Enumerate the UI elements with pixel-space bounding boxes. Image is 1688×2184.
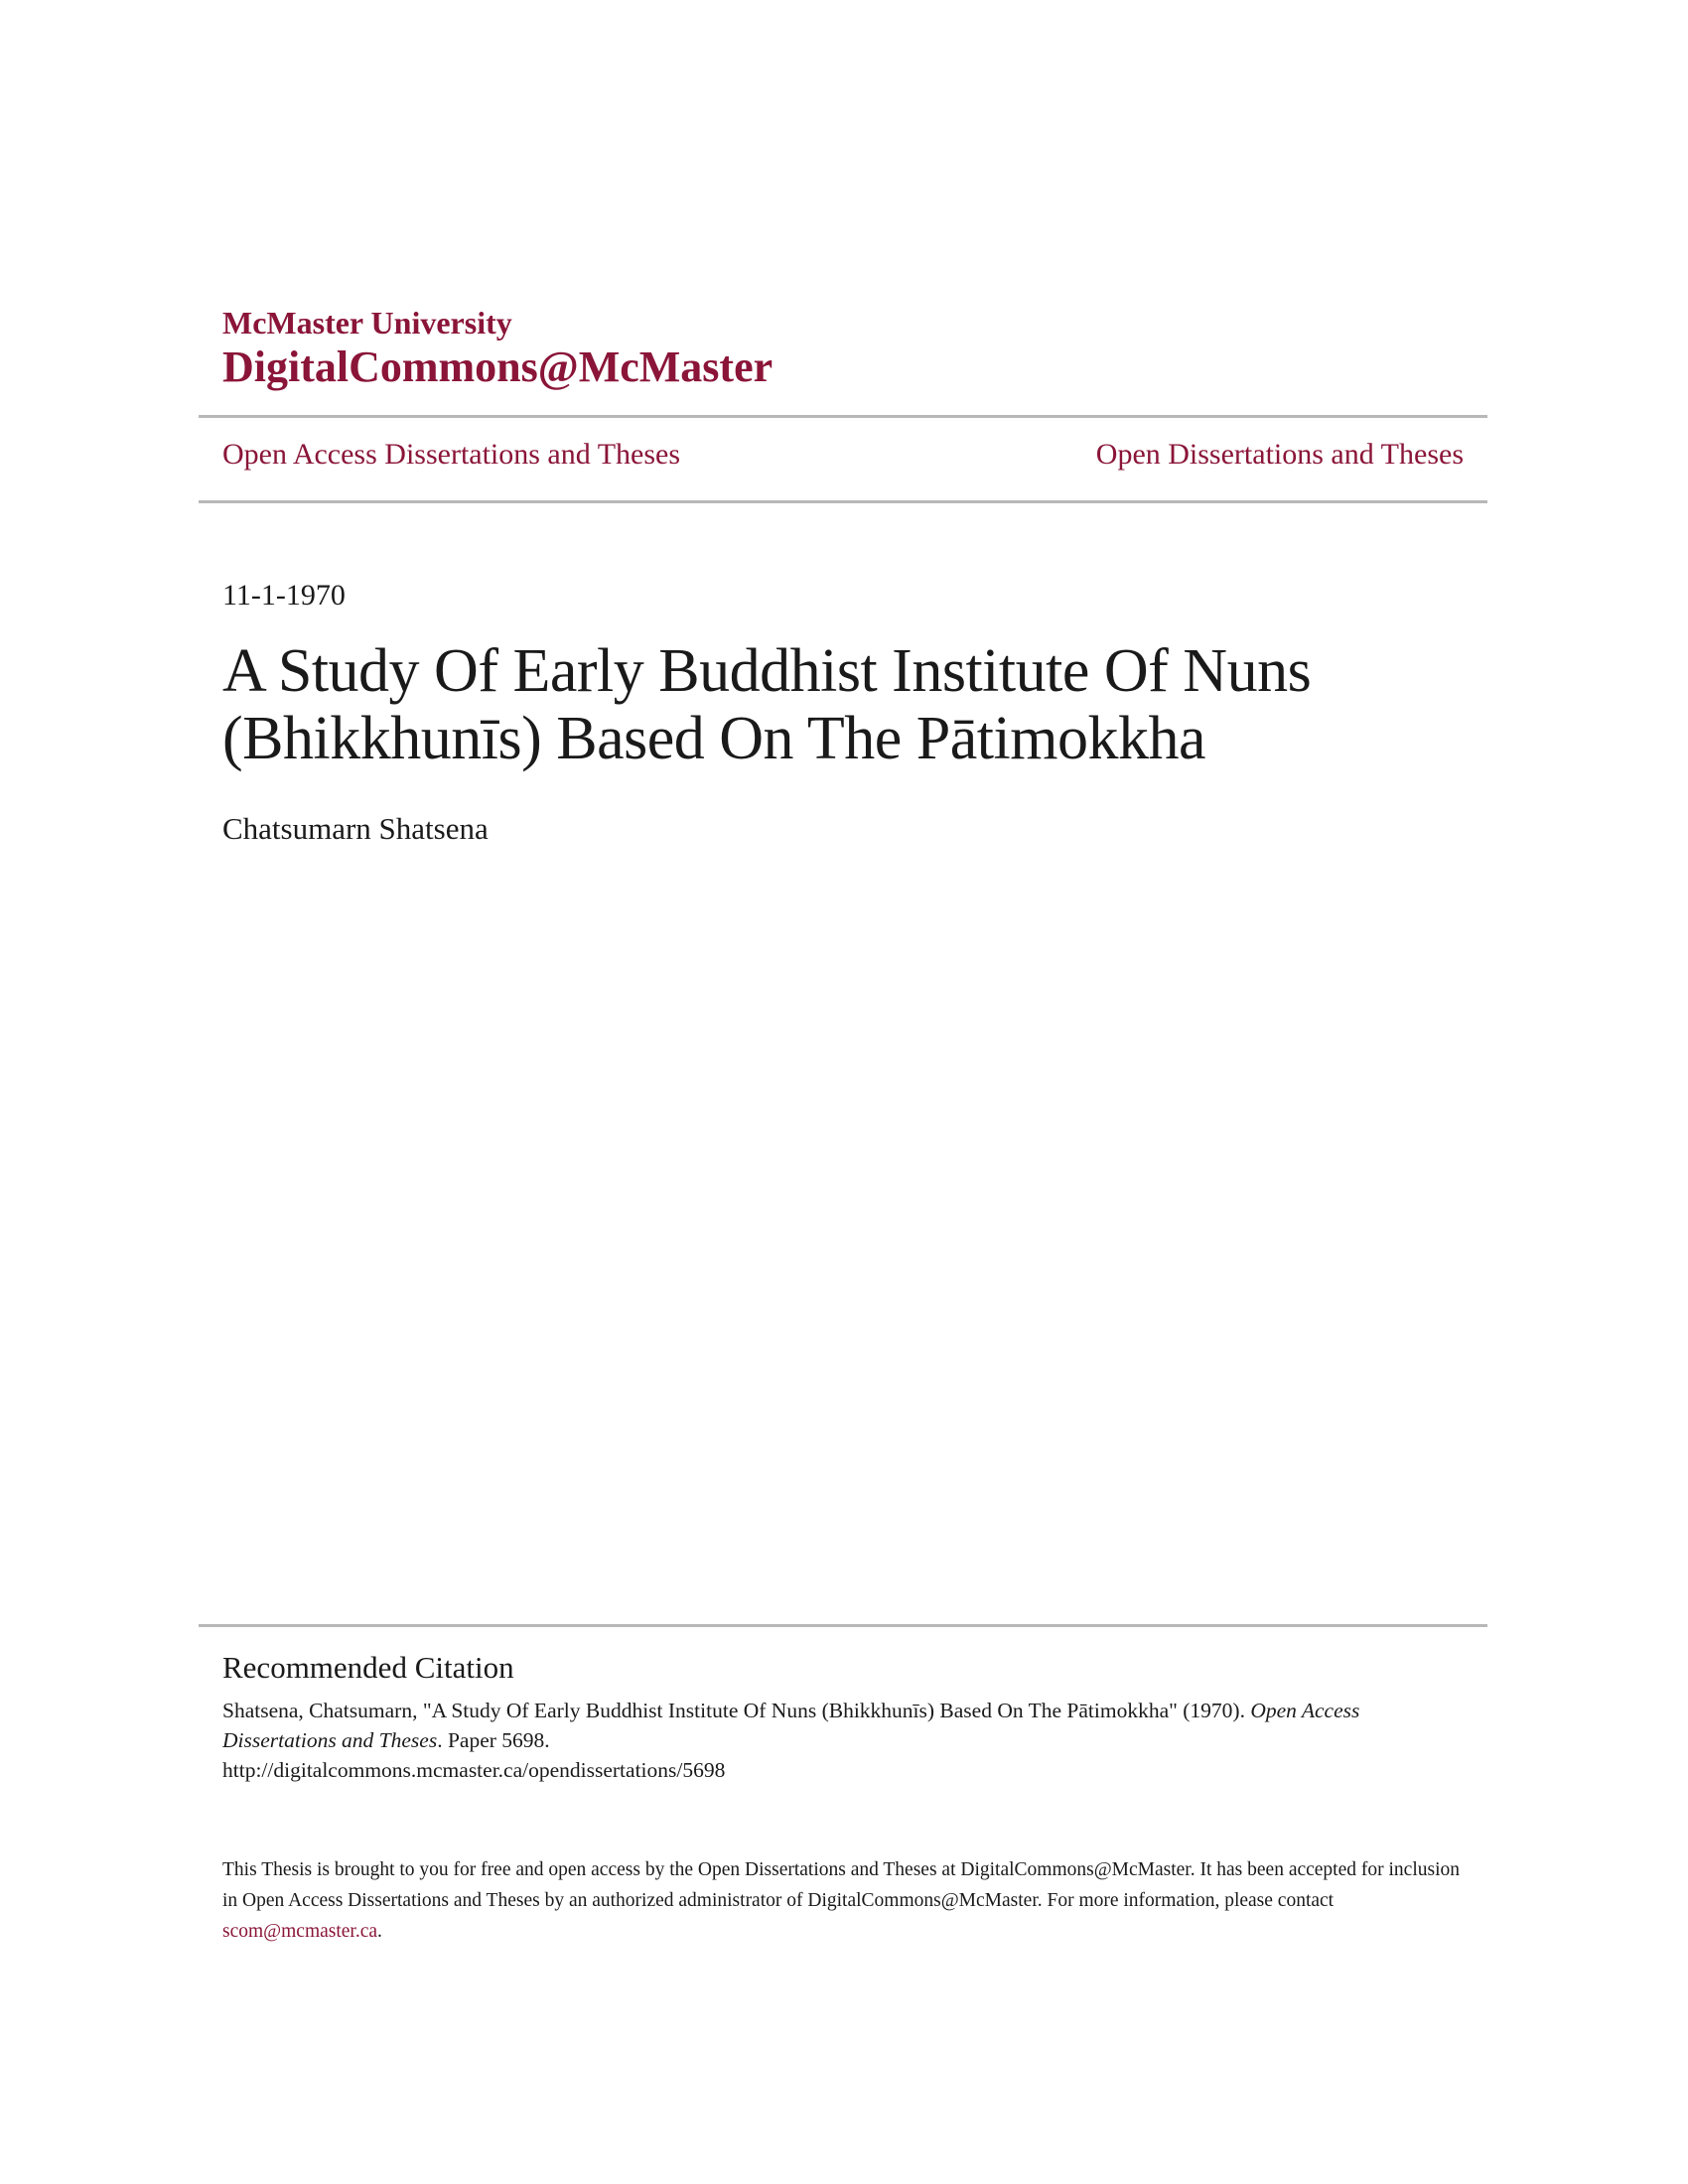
collection-link-open-access[interactable]: Open Access Dissertations and Theses	[222, 438, 681, 471]
masthead	[222, 303, 1474, 392]
citation-heading: Recommended Citation	[222, 1650, 514, 1685]
citation-series: Open Access Dissertations and Theses	[222, 1699, 1360, 1752]
author-name: Chatsumarn Shatsena	[222, 811, 489, 846]
contact-email-link[interactable]: scom@mcmaster.ca	[222, 1921, 378, 1942]
citation-text	[222, 1696, 1474, 1785]
repository-name[interactable]: DigitalCommons@McMaster	[222, 342, 774, 391]
citation-reference: Shatsena, Chatsumarn, "A Study Of Early Buddhist Institute Of Nuns (Bhikkhunīs) Based On The Pātimokkha" (1970).	[222, 1699, 1251, 1722]
collection-link-open-dissertations[interactable]: Open Dissertations and Theses	[1095, 438, 1464, 471]
thesis-title	[222, 637, 1414, 772]
citation-url[interactable]: http://digitalcommons.mcmaster.ca/opendissertations/5698	[222, 1758, 726, 1782]
access-notice	[222, 1854, 1474, 1947]
citation-paper-number: . Paper 5698.	[437, 1728, 550, 1752]
access-notice-text: This Thesis is brought to you for free and open access by the Open Dissertations and Theses at DigitalCommons@McMaster. It has been accepted for inclusion in Open Access Dissertations and Theses by an authorized administrator of DigitalCommons@McMaster. For more information, please contact	[222, 1859, 1460, 1911]
bottom-divider	[199, 500, 1487, 503]
university-name: McMaster University	[222, 305, 512, 341]
thesis-title-line-1: A Study Of Early Buddhist Institute Of Nuns	[222, 637, 1312, 705]
publication-date: 11-1-1970	[222, 579, 346, 612]
thesis-title-line-2: (Bhikkhunīs) Based On The Pātimokkha	[222, 705, 1205, 772]
top-divider	[199, 415, 1487, 418]
access-notice-end: .	[377, 1921, 382, 1942]
citation-divider	[199, 1624, 1487, 1627]
collection-links	[222, 435, 1464, 475]
